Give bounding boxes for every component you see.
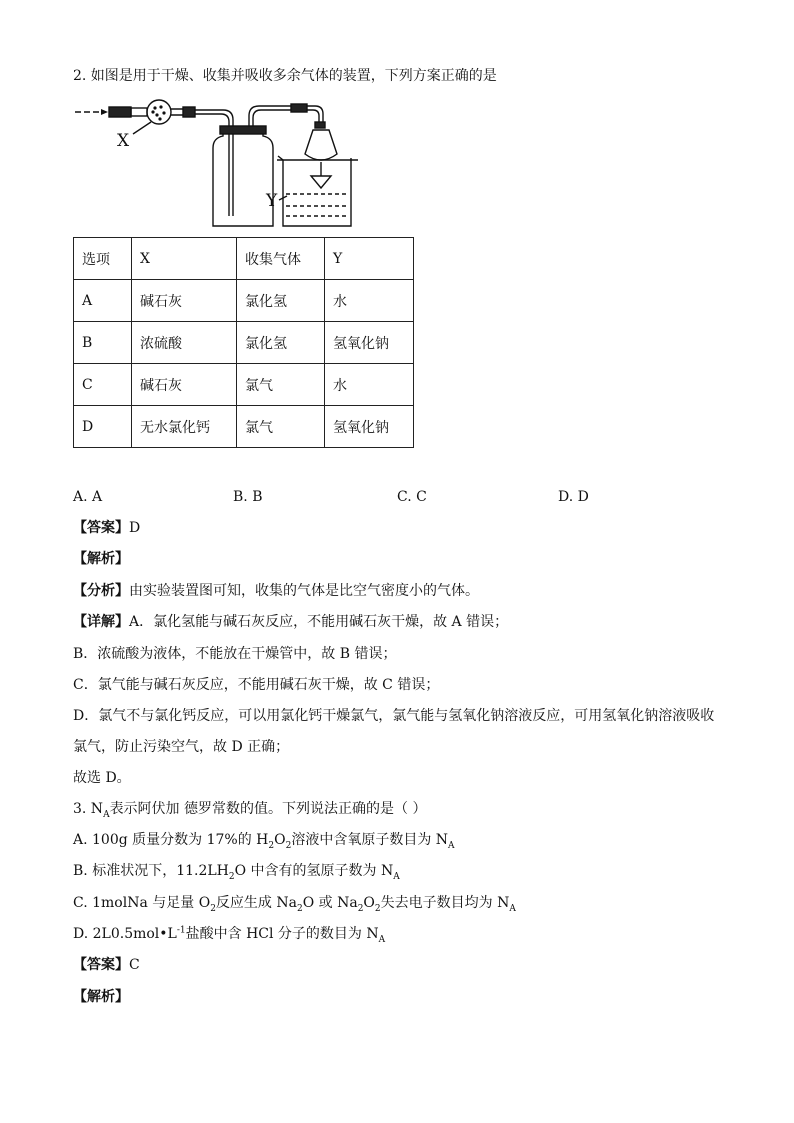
q2-answer	[73, 518, 140, 538]
choice-b[interactable]: B. B	[233, 489, 263, 505]
q3-stem-sub: A	[103, 809, 110, 820]
table-cell: 氯化氢	[237, 322, 325, 364]
q3-option-a[interactable]: A. 100g 质量分数为 17%的 $H_2O_2$溶液中含氧原子数目为 $N_A$	[73, 832, 455, 851]
q3-option-b[interactable]: B. 标准状况下，$11.2LH_2O$ 中含有的氢原子数为 $N_A$	[73, 863, 400, 882]
table-cell: 无水氯化钙	[132, 406, 237, 448]
q3-option-c[interactable]: C. 1molNa 与足量 $O_2$反应生成 $Na_2O$ 或 $Na_2O_2$失去电子数目均为 $N_A$	[73, 895, 516, 914]
answer-value: C	[129, 957, 140, 973]
q2-fenxi	[73, 581, 479, 601]
choice-d[interactable]: D. D	[558, 489, 589, 505]
table-cell: 水	[325, 280, 414, 322]
table-cell: 碱石灰	[132, 364, 237, 406]
table-cell: B	[74, 322, 132, 364]
answer-tag: 【答案】	[73, 520, 129, 536]
table-row	[74, 406, 414, 448]
table-cell: A	[74, 280, 132, 322]
q3-option-d[interactable]: D. $2L0.5mol•L^{-1}$盐酸中含 HCl 分子的数目为 $N_A$	[73, 925, 386, 945]
table-cell: D	[74, 406, 132, 448]
table-header: 选项	[74, 238, 132, 280]
table-header: 收集气体	[237, 238, 325, 280]
choice-c[interactable]: C. C	[397, 489, 427, 505]
label-y: Y	[266, 191, 278, 211]
table-header: X	[132, 238, 237, 280]
table-cell: 氯化氢	[237, 280, 325, 322]
fenxi-tag: 【分析】	[73, 583, 129, 599]
choice-a[interactable]: A. A	[73, 489, 103, 505]
xiangjie-tag: 【详解】	[73, 614, 129, 630]
fenxi-text: 由实验装置图可知，收集的气体是比空气密度小的气体。	[129, 583, 479, 599]
q2-stem: 2. 如图是用于干燥、收集并吸收多余气体的装置，下列方案正确的是	[73, 68, 497, 84]
answer-tag: 【答案】	[73, 957, 129, 973]
options-table	[73, 237, 414, 448]
table-cell: 氢氧化钠	[325, 406, 414, 448]
table-cell: 浓硫酸	[132, 322, 237, 364]
table-header: Y	[325, 238, 414, 280]
drying-tube	[147, 100, 171, 124]
label-x: X	[117, 131, 130, 151]
q2-xiangjie	[73, 612, 508, 632]
q2-conclusion: 故选 D。	[73, 770, 131, 786]
q2-line-b: B．浓硫酸为液体，不能放在干燥管中，故 B 错误；	[73, 646, 397, 662]
apparatus-diagram	[73, 96, 363, 231]
table-cell: 碱石灰	[132, 280, 237, 322]
q2-line-d2: 氯气，防止污染空气，故 D 正确；	[73, 739, 290, 755]
table-row	[74, 322, 414, 364]
q3-stem-rest: 表示阿伏加 德罗常数的值。下列说法正确的是（ ）	[109, 801, 427, 817]
q2-line-d1: D．氯气不与氯化钙反应，可以用氯化钙干燥氯气，氯气能与氢氧化钠溶液反应，可用氢氧化钠溶液吸收	[73, 708, 715, 724]
table-row	[74, 280, 414, 322]
table-cell: 水	[325, 364, 414, 406]
table-header-row	[74, 238, 414, 280]
table-row	[74, 364, 414, 406]
q3-analysis-tag: 【解析】	[73, 989, 129, 1005]
q3-stem	[73, 799, 426, 819]
table-cell: C	[74, 364, 132, 406]
xiangjie-a: A．氯化氢能与碱石灰反应，不能用碱石灰干燥，故 A 错误；	[129, 614, 509, 630]
table-cell: 氯气	[237, 364, 325, 406]
q3-stem-prefix: 3. N	[73, 801, 104, 817]
answer-value: D	[129, 520, 141, 536]
table-cell: 氯气	[237, 406, 325, 448]
q3-answer	[73, 955, 140, 975]
table-cell: 氢氧化钠	[325, 322, 414, 364]
q2-analysis-tag: 【解析】	[73, 551, 129, 567]
q2-line-c: C．氯气能与碱石灰反应，不能用碱石灰干燥，故 C 错误；	[73, 677, 440, 693]
